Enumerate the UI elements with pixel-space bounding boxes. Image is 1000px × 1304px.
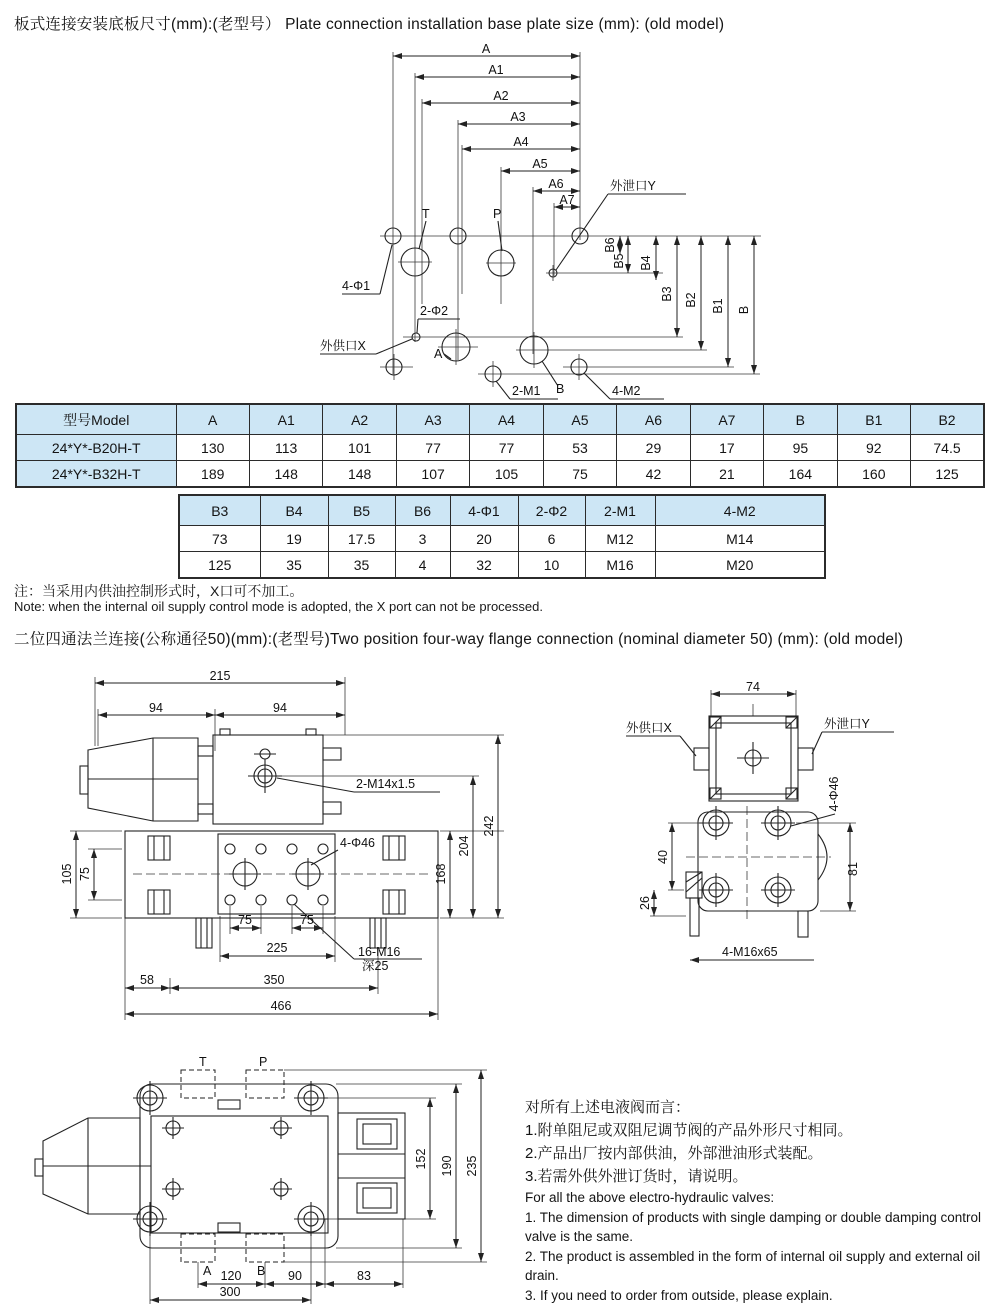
col-header: B1 <box>837 404 910 435</box>
hole-callout: 4-Φ1 <box>342 279 371 293</box>
dim-label: 215 <box>209 669 231 683</box>
cell: 113 <box>249 435 322 461</box>
col-header: A3 <box>396 404 469 435</box>
dim-label: 466 <box>270 999 292 1013</box>
port-t-label: T <box>422 207 430 221</box>
col-header: 4-M2 <box>655 495 825 526</box>
cell: 32 <box>450 552 518 579</box>
cell: 19 <box>260 526 328 552</box>
footnote-line: 1.附单阻尼或双阻尼调节阀的产品外形尺寸相同。 <box>525 1122 853 1139</box>
cell: 74.5 <box>911 435 984 461</box>
col-header: B5 <box>328 495 395 526</box>
dim-label: 235 <box>465 1155 479 1177</box>
cell: 21 <box>690 461 763 488</box>
valve-top-view-drawing <box>31 1056 509 1304</box>
table-row <box>179 526 825 552</box>
col-header: 2-M1 <box>585 495 655 526</box>
dim-label: 105 <box>60 863 74 885</box>
port-p-label: P <box>493 207 502 221</box>
dim-label: 120 <box>220 1269 242 1283</box>
model-cell: 24*Y*-B32H-T <box>16 461 176 488</box>
thread-callout: 4-M16x65 <box>722 945 778 959</box>
cell: 105 <box>470 461 543 488</box>
cell: 148 <box>323 461 396 488</box>
dim-label: A6 <box>548 177 564 191</box>
flange-top-view-drawing <box>626 664 1000 1016</box>
dim-label: 26 <box>638 896 652 910</box>
cell: 6 <box>518 526 585 552</box>
dim-label: B6 <box>603 237 617 253</box>
dim-label: 40 <box>656 850 670 864</box>
dim-label: 74 <box>746 680 760 694</box>
dim-label: 58 <box>140 973 154 987</box>
cell: 20 <box>450 526 518 552</box>
footnote-line: 2. The product is assembled in the form of internal oil supply and external oil drain. <box>525 1248 981 1283</box>
table-row <box>16 435 984 461</box>
cell: M20 <box>655 552 825 579</box>
side-view-drawing <box>58 666 518 1058</box>
cell: 95 <box>764 435 837 461</box>
cell: 107 <box>396 461 469 488</box>
port-p-label: P <box>259 1055 268 1069</box>
dim-label: B2 <box>684 292 698 308</box>
dim-label: A4 <box>513 135 529 149</box>
dim-label: 300 <box>219 1285 241 1299</box>
dim-label: 75 <box>78 867 92 881</box>
dim-label: 83 <box>357 1269 371 1283</box>
cell: 35 <box>260 552 328 579</box>
model-cell: 24*Y*-B20H-T <box>16 435 176 461</box>
drawing-labels <box>626 680 871 959</box>
cell: 101 <box>323 435 396 461</box>
cell: 75 <box>543 461 616 488</box>
cell: 73 <box>179 526 260 552</box>
hole-callout: 4-Φ46 <box>827 776 841 812</box>
drain-port-y-label: 外泄口Y <box>824 717 870 731</box>
col-header: A4 <box>470 404 543 435</box>
dim-label: A1 <box>488 63 504 77</box>
footnote-line: 对所有上述电液阀而言： <box>525 1099 691 1116</box>
col-header: 2-Φ2 <box>518 495 585 526</box>
col-header: B3 <box>179 495 260 526</box>
cell: M14 <box>655 526 825 552</box>
col-header: A <box>176 404 249 435</box>
col-header: A2 <box>323 404 396 435</box>
drain-port-y-label: 外泄口Y <box>610 179 656 193</box>
base-plate-drawing <box>318 42 788 410</box>
dim-label: 75 <box>238 913 252 927</box>
drawing-labels <box>199 1055 479 1299</box>
cell: 53 <box>543 435 616 461</box>
dim-label: 90 <box>288 1269 302 1283</box>
cell: 160 <box>837 461 910 488</box>
dim-label: 225 <box>266 941 288 955</box>
thread-callout: 2-M14x1.5 <box>356 777 416 791</box>
dim-label: B5 <box>612 253 626 269</box>
dim-label: 94 <box>149 701 163 715</box>
col-header: A6 <box>617 404 690 435</box>
supply-port-x-label: 外供口X <box>626 721 672 735</box>
dim-label: A2 <box>493 89 509 103</box>
port-a-label: A <box>434 347 443 361</box>
port-t-label: T <box>199 1055 207 1069</box>
cell: 77 <box>470 435 543 461</box>
cell: 189 <box>176 461 249 488</box>
col-header: A1 <box>249 404 322 435</box>
port-a-label: A <box>203 1264 212 1278</box>
table-header-row <box>179 495 825 526</box>
mounting-holes <box>385 228 588 382</box>
footnote-line: 2.产品出厂按内部供油，外部泄油形式装配。 <box>525 1145 823 1162</box>
hole-callout: 2-Φ2 <box>420 304 449 318</box>
cell: 92 <box>837 435 910 461</box>
col-header: B2 <box>911 404 984 435</box>
col-header: B6 <box>395 495 450 526</box>
supply-port-x-label: 外供口X <box>320 339 366 353</box>
cell: 164 <box>764 461 837 488</box>
aux-dimension-table <box>178 494 826 579</box>
drawing-labels <box>320 42 751 398</box>
dim-label: B3 <box>660 286 674 302</box>
dim-label: 242 <box>482 815 496 837</box>
dim-label: B1 <box>711 298 725 314</box>
cell: 17.5 <box>328 526 395 552</box>
hole-callout: 2-M1 <box>512 384 541 398</box>
footnote-line: 3. If you need to order from outside, please explain. <box>525 1287 833 1303</box>
dim-label: 75 <box>300 913 314 927</box>
dim-label: 81 <box>846 862 860 876</box>
dim-label: B <box>737 305 751 315</box>
table-header-row <box>16 404 984 435</box>
dim-label: A5 <box>532 157 548 171</box>
cell: 130 <box>176 435 249 461</box>
drawing-lines <box>320 52 761 399</box>
note-zh: 注：当采用内供油控制形式时，X口可不加工。 <box>14 583 304 599</box>
dim-label: 204 <box>457 835 471 857</box>
model-dimension-table <box>15 403 985 488</box>
dim-label: A7 <box>559 193 575 207</box>
cell: 42 <box>617 461 690 488</box>
col-header: B4 <box>260 495 328 526</box>
port-b-label: B <box>257 1264 266 1278</box>
cell: 4 <box>395 552 450 579</box>
footnote-line: 1. The dimension of products with single damping or double damping control valve is the same. <box>525 1209 982 1244</box>
footnotes-block <box>525 1096 993 1304</box>
depth-callout: 深25 <box>362 959 389 973</box>
cell: M16 <box>585 552 655 579</box>
footnotes-en <box>525 1188 993 1304</box>
col-header: A7 <box>690 404 763 435</box>
dim-label: 152 <box>414 1148 428 1170</box>
hole-callout: 4-M2 <box>612 384 641 398</box>
cell: 125 <box>179 552 260 579</box>
dim-label: 168 <box>434 863 448 885</box>
col-header: 4-Φ1 <box>450 495 518 526</box>
cell: 3 <box>395 526 450 552</box>
table-row <box>179 552 825 579</box>
cell: 148 <box>249 461 322 488</box>
section2-title: 二位四通法兰连接(公称通径50)(mm):(老型号)Two position four-way flange connection (nominal diameter 50) (mm): (old model) <box>14 631 904 648</box>
cell: 77 <box>396 435 469 461</box>
cell: 125 <box>911 461 984 488</box>
section1-title: 板式连接安装底板尺寸(mm):(老型号） Plate connection installation base plate size (mm): (old model) <box>14 16 725 33</box>
col-header: 型号Model <box>16 404 176 435</box>
footnotes-zh <box>525 1096 993 1188</box>
dim-label: A3 <box>510 110 526 124</box>
note-en: Note: when the internal oil supply control mode is adopted, the X port can not be processed. <box>14 599 543 614</box>
table-row <box>16 461 984 488</box>
hole-callout: 4-Φ46 <box>340 836 375 850</box>
drawing-lines <box>70 677 504 1020</box>
cell: 10 <box>518 552 585 579</box>
dim-label: 94 <box>273 701 287 715</box>
cell: 35 <box>328 552 395 579</box>
footnote-line: 3.若需外供外泄订货时，请说明。 <box>525 1168 748 1185</box>
thread-callout: 16-M16 <box>358 945 401 959</box>
dim-label: A <box>481 42 491 56</box>
port-b-label: B <box>556 382 565 396</box>
footnote-line: For all the above electro-hydraulic valves: <box>525 1190 775 1205</box>
dim-label: 190 <box>440 1155 454 1177</box>
dim-label: 350 <box>263 973 285 987</box>
dim-label: B4 <box>639 255 653 271</box>
cell: M12 <box>585 526 655 552</box>
cell: 29 <box>617 435 690 461</box>
col-header: B <box>764 404 837 435</box>
cell: 17 <box>690 435 763 461</box>
col-header: A5 <box>543 404 616 435</box>
